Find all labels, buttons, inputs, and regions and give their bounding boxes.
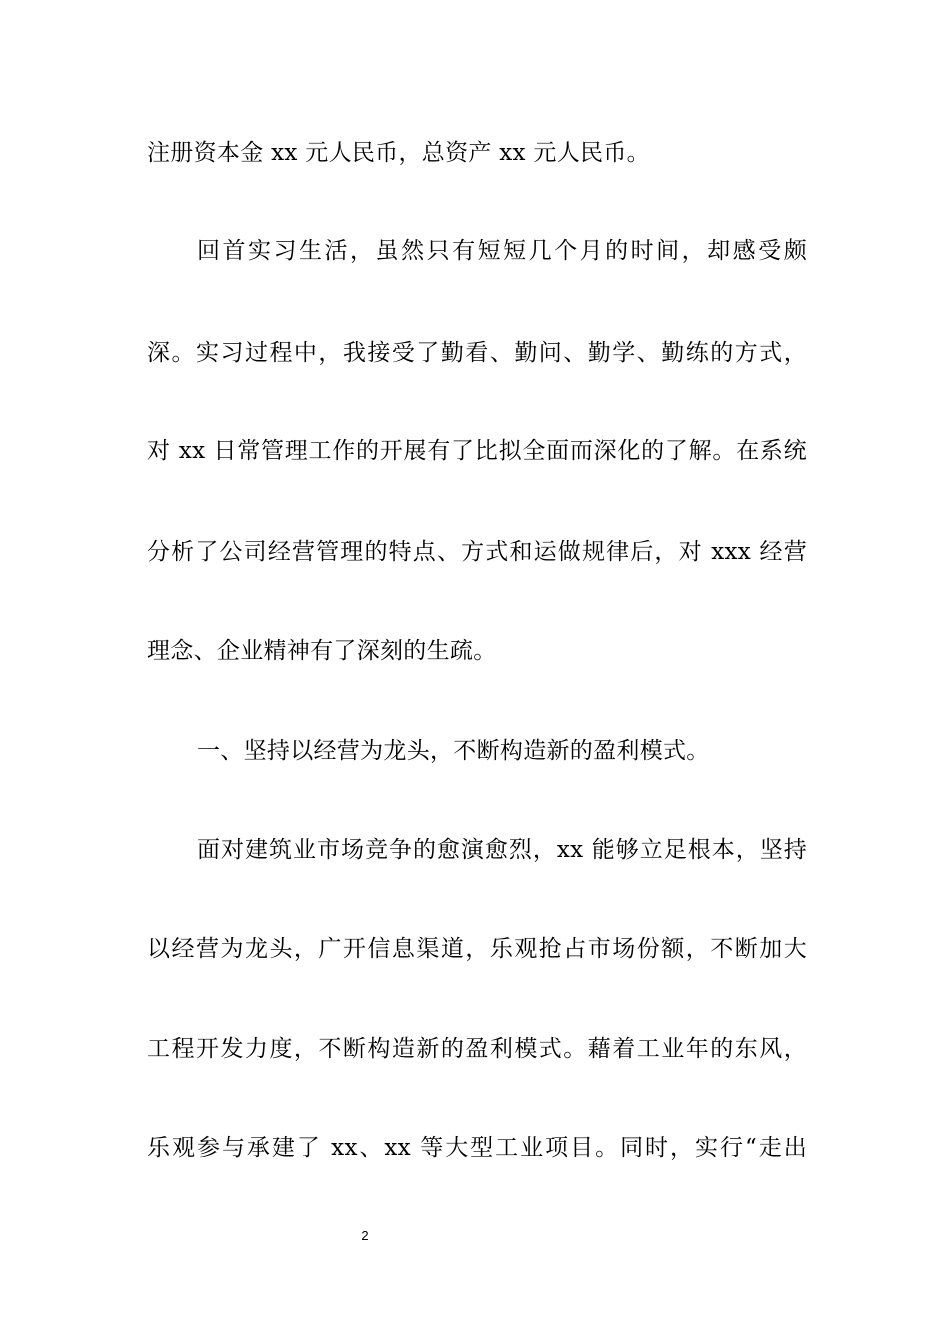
paragraph-line-9: 工程开发力度，不断构造新的盈利模式。藉着工业年的东风， (147, 1036, 807, 1062)
paragraph-line-1: 注册资本金 xx 元人民币，总资产 xx 元人民币。 (147, 140, 650, 166)
paragraph-line-4: 对 xx 日常管理工作的开展有了比拟全面而深化的了解。在系统 (147, 438, 807, 464)
paragraph-line-3: 深。实习过程中，我接受了勤看、勤问、勤学、勤练的方式， (147, 340, 807, 366)
paragraph-line-8: 以经营为龙头，广开信息渠道，乐观抢占市场份额，不断加大 (147, 936, 807, 962)
section-heading: 一、坚持以经营为龙头，不断构造新的盈利模式。 (197, 738, 710, 764)
page-number: 2 (361, 1228, 369, 1243)
paragraph-line-2: 回首实习生活，虽然只有短短几个月的时间，却感受颇 (197, 238, 807, 264)
paragraph-line-5: 分析了公司经营管理的特点、方式和运做规律后，对 xxx 经营 (147, 539, 807, 565)
paragraph-line-7: 面对建筑业市场竞争的愈演愈烈，xx 能够立足根本，坚持 (197, 837, 807, 863)
paragraph-line-6: 理念、企业精神有了深刻的生疏。 (147, 638, 497, 664)
paragraph-line-10: 乐观参与承建了 xx、xx 等大型工业项目。同时，实行“走出 (147, 1135, 807, 1161)
